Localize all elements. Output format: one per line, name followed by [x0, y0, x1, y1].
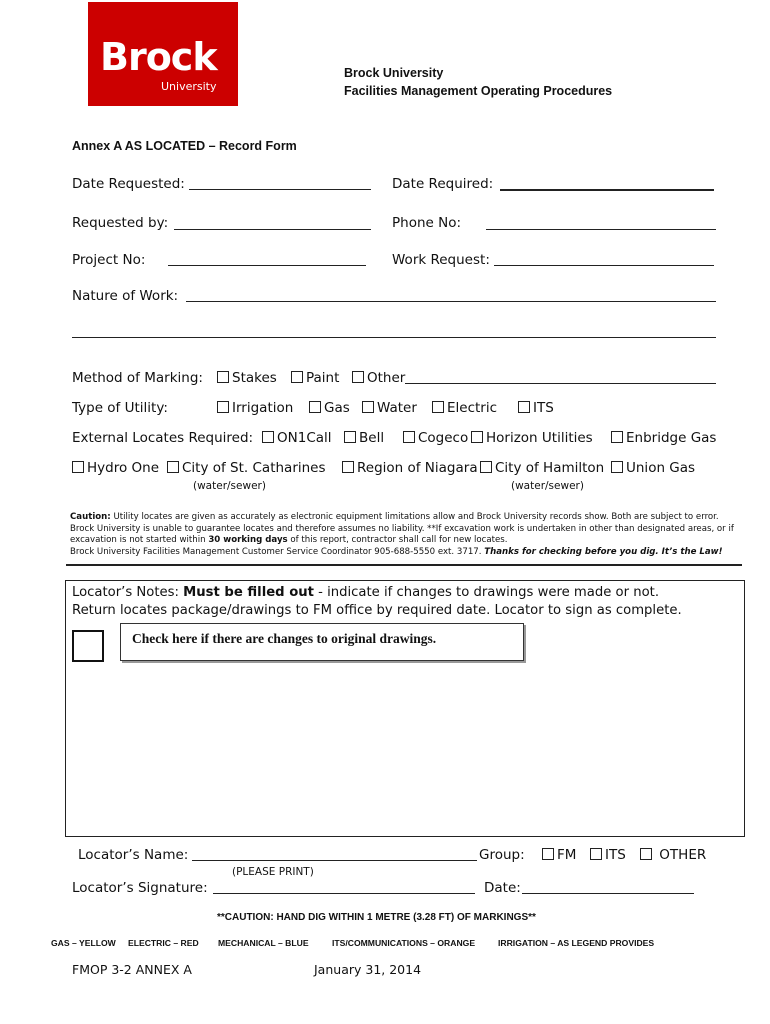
phone-no-field[interactable]	[486, 229, 716, 230]
group-its-label: ITS	[605, 847, 626, 863]
nature-of-work-field[interactable]	[186, 301, 716, 302]
caution-thanks: Thanks for checking before you dig. It’s the Law!	[484, 546, 723, 557]
external-niagara[interactable]	[342, 460, 478, 476]
locator-name-label: Locator’s Name:	[78, 847, 189, 863]
utility-irrigation[interactable]	[217, 400, 293, 416]
checkbox-icon[interactable]	[611, 461, 623, 473]
group-its[interactable]	[590, 847, 626, 863]
form-title: Annex A AS LOCATED – Record Form	[72, 139, 297, 153]
utility-electric[interactable]	[432, 400, 497, 416]
notes-line2: Return locates package/drawings to FM office by required date. Locator to sign as complete.	[72, 603, 682, 618]
external-niagara-label: Region of Niagara	[357, 460, 478, 476]
notes-lead: Locator’s Notes:	[72, 585, 179, 600]
marking-paint-label: Paint	[306, 370, 340, 386]
marking-label: Method of Marking:	[72, 370, 203, 386]
marking-stakes[interactable]	[217, 370, 277, 386]
date-requested-field[interactable]	[189, 189, 371, 190]
water-sewer-note-2: (water/sewer)	[511, 480, 584, 492]
checkbox-icon[interactable]	[352, 371, 364, 383]
caution-text-2: of this report, contractor shall call for new locates.	[287, 535, 508, 546]
checkbox-icon[interactable]	[309, 401, 321, 413]
utility-its[interactable]	[518, 400, 554, 416]
requested-by-field[interactable]	[174, 229, 371, 230]
group-fm[interactable]	[542, 847, 576, 863]
group-fm-label: FM	[557, 847, 577, 863]
utility-its-label: ITS	[533, 400, 554, 416]
header-dept: Facilities Management Operating Procedures	[344, 84, 613, 98]
external-union-gas-label: Union Gas	[626, 460, 696, 476]
marking-other-label: Other	[367, 370, 406, 386]
logo-subtitle: University	[161, 80, 217, 93]
checkbox-icon[interactable]	[640, 848, 652, 860]
caution-text-3: Brock University Facilities Management Customer Service Coordinator 905-688-5550 ext. 3717.	[70, 546, 485, 557]
date-label: Date:	[484, 880, 521, 896]
checkbox-icon[interactable]	[167, 461, 179, 473]
checkbox-icon[interactable]	[432, 401, 444, 413]
phone-no-label: Phone No:	[392, 215, 462, 231]
utility-water[interactable]	[362, 400, 417, 416]
checkbox-icon[interactable]	[344, 431, 356, 443]
drawing-changes-checkbox[interactable]	[72, 630, 104, 662]
locator-signature-field[interactable]	[213, 893, 475, 894]
water-sewer-note-1: (water/sewer)	[193, 480, 266, 492]
external-horizon-label: Horizon Utilities	[486, 430, 593, 446]
legend-electric: ELECTRIC – RED	[128, 938, 199, 948]
locator-notes-instructions	[72, 584, 682, 620]
checkbox-icon[interactable]	[291, 371, 303, 383]
group-other[interactable]	[640, 847, 706, 863]
checkbox-icon[interactable]	[72, 461, 84, 473]
group-label: Group:	[479, 847, 525, 863]
header-org: Brock University	[344, 66, 444, 80]
external-bell[interactable]	[344, 430, 384, 446]
external-on1call-label: ON1Call	[277, 430, 332, 446]
external-hydro-one[interactable]	[72, 460, 159, 476]
checkbox-icon[interactable]	[480, 461, 492, 473]
external-horizon[interactable]	[471, 430, 593, 446]
date-requested-label: Date Requested:	[72, 176, 185, 192]
logo-wordmark: Brock	[100, 35, 217, 79]
external-label: External Locates Required:	[72, 430, 254, 446]
external-on1call[interactable]	[262, 430, 332, 446]
utility-water-label: Water	[377, 400, 417, 416]
drawing-changes-label-box	[120, 623, 524, 661]
locator-signature-label: Locator’s Signature:	[72, 880, 208, 896]
divider	[66, 564, 742, 566]
hand-dig-warning: **CAUTION: HAND DIG WITHIN 1 METRE (3.28 FT) OF MARKINGS**	[217, 912, 536, 923]
legend-its: ITS/COMMUNICATIONS – ORANGE	[332, 938, 476, 948]
date-required-label: Date Required:	[392, 176, 494, 192]
locator-name-field[interactable]	[192, 860, 477, 861]
please-print-note: (PLEASE PRINT)	[232, 866, 314, 878]
checkbox-icon[interactable]	[262, 431, 274, 443]
external-hamilton[interactable]	[480, 460, 604, 476]
external-hydro-one-label: Hydro One	[87, 460, 160, 476]
marking-stakes-label: Stakes	[232, 370, 277, 386]
caution-text-1: Utility locates are given as accurately as electronic equipment limitations allow and Brock University records show. Both are subject to error. Brock University is unable to guarantee locates and therefore assumes no liability. **If excavation work is undertaken in other than designated areas, or if excavation is not started within	[70, 512, 734, 546]
brock-logo	[88, 2, 238, 106]
date-field[interactable]	[522, 893, 694, 894]
marking-other-field[interactable]	[405, 383, 716, 384]
external-st-catharines[interactable]	[167, 460, 326, 476]
checkbox-icon[interactable]	[611, 431, 623, 443]
utility-irrigation-label: Irrigation	[232, 400, 294, 416]
project-no-label: Project No:	[72, 252, 146, 268]
utility-gas[interactable]	[309, 400, 350, 416]
footer-code: FMOP 3-2 ANNEX A	[72, 962, 192, 977]
footer-date: January 31, 2014	[314, 962, 422, 977]
work-request-field[interactable]	[494, 265, 714, 266]
external-enbridge[interactable]	[611, 430, 716, 446]
external-bell-label: Bell	[359, 430, 385, 446]
checkbox-icon[interactable]	[590, 848, 602, 860]
checkbox-icon[interactable]	[471, 431, 483, 443]
date-required-field[interactable]	[500, 189, 714, 191]
utility-label: Type of Utility:	[72, 400, 168, 416]
caution-paragraph	[70, 512, 740, 558]
work-request-label: Work Request:	[392, 252, 490, 268]
checkbox-icon[interactable]	[362, 401, 374, 413]
nature-of-work-label: Nature of Work:	[72, 288, 179, 304]
utility-gas-label: Gas	[324, 400, 350, 416]
marking-paint[interactable]	[291, 370, 339, 386]
external-hamilton-label: City of Hamilton	[495, 460, 605, 476]
checkbox-icon[interactable]	[518, 401, 530, 413]
checkbox-icon[interactable]	[217, 371, 229, 383]
external-cogeco[interactable]	[403, 430, 468, 446]
legend-irrigation: IRRIGATION – AS LEGEND PROVIDES	[498, 938, 655, 948]
project-no-field[interactable]	[168, 265, 366, 266]
notes-must: Must be filled out	[183, 585, 314, 600]
caution-lead: Caution:	[70, 512, 111, 522]
checkbox-icon[interactable]	[542, 848, 554, 860]
drawing-changes-label: Check here if there are changes to original drawings.	[132, 631, 437, 646]
checkbox-icon[interactable]	[342, 461, 354, 473]
nature-of-work-field-2[interactable]	[72, 337, 716, 338]
external-union-gas[interactable]	[611, 460, 695, 476]
caution-bold: 30 working days	[208, 535, 288, 546]
checkbox-icon[interactable]	[403, 431, 415, 443]
requested-by-label: Requested by:	[72, 215, 169, 231]
group-other-label: OTHER	[659, 847, 707, 863]
external-enbridge-label: Enbridge Gas	[626, 430, 717, 446]
legend-mechanical: MECHANICAL – BLUE	[218, 938, 309, 948]
checkbox-icon[interactable]	[217, 401, 229, 413]
marking-other[interactable]	[352, 370, 405, 386]
utility-electric-label: Electric	[447, 400, 498, 416]
external-st-catharines-label: City of St. Catharines	[182, 460, 326, 476]
legend-gas: GAS – YELLOW	[51, 938, 116, 948]
notes-rest: - indicate if changes to drawings were made or not.	[313, 585, 660, 600]
external-cogeco-label: Cogeco	[418, 430, 469, 446]
